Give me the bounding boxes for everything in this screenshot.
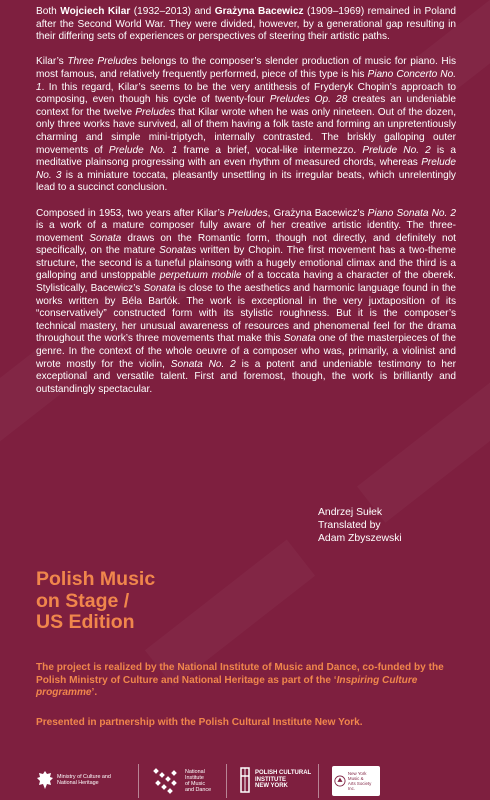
- sponsor-logos: [0, 762, 490, 800]
- event-title: [36, 569, 155, 634]
- nimit-logo-text: Institute: [185, 774, 204, 781]
- society-logo-text: Arts Society Inc.: [347, 781, 372, 791]
- paragraph-1: Both Wojciech Kilar (1932–2013) and Grażyna Bacewicz (1909–1969) remained in Poland after the Second World War. They were divided, however, by a generational gap resulting in their differing sets of experiences or perspectives of steering their artistic paths.: [36, 6, 456, 43]
- ministry-logo-text: National Heritage: [57, 780, 99, 786]
- logo-divider: [226, 764, 227, 798]
- partner-statement: Presented in partnership with the Polish Cultural Institute New York.: [36, 717, 363, 728]
- pci-logo-text: INSTITUTE: [255, 776, 286, 783]
- society-logo-text: New York Music &: [347, 771, 367, 781]
- event-title-line: Polish Music: [36, 568, 156, 590]
- translator-name: Adam Zbyszewski: [318, 533, 402, 544]
- signature-block: [318, 506, 402, 545]
- nimit-logo-text: of Music: [185, 781, 206, 787]
- pci-logo-text: NEW YORK: [255, 783, 288, 790]
- event-title-line: US Edition: [36, 611, 135, 633]
- society-badge: [332, 766, 380, 796]
- nimit-logo-text: National: [185, 768, 205, 775]
- logo-divider: [318, 764, 319, 798]
- ministry-logo-text: Ministry of Culture and: [57, 773, 111, 780]
- polish-cultural-institute-logo: [238, 766, 311, 794]
- essay-body: [36, 6, 456, 409]
- paragraph-2: Kilar’s Three Preludes belongs to the composer’s slender production of music for piano. His most famous, and relatively frequently performed, piece of this type is his Piano Concerto No. 1. In this regard, Kilar’s seems to be the very antithesis of Fryderyk Chopin’s approach to composing, even though his cycle of twenty-four Preludes Op. 28 creates an undeniable context for the twelve Preludes that Kilar wrote when he was only nineteen. Out of the dozen, only three works have survived, all of them having a folk taste and forming an unpretentiously charming and simple mini-triptych, internally contrasted. The briskly galloping outer movements of Prelude No. 1 frame a brief, vocal-like intermezzo. Prelude No. 2 is a meditative plainsong progressing with an even rhythm of measured chords, whereas Prelude No. 3 is a miniature toccata, pleasantly unsettling in its irregular beats, which unrelentingly lead to a succinct conclusion.: [36, 56, 457, 194]
- paragraph-3: Composed in 1953, two years after Kilar’s Preludes, Grażyna Bacewicz’s Piano Sonata No. 2 is a work of a mature composer fully aware of her creative artistic identity. The three-movement Sonata draws on the Romantic form, though not directly, and definitely not specifically, on the mature Sonatas written by Chopin. The first movement has a two-theme structure, the second is a tuneful plainsong with a hugely emotional climax and the third is a galloping and unstoppable perpetuum mobile of a toccata having a character of the oberek. Stylistically, Bacewicz’s Sonata is close to the aesthetics and harmonic language found in the works written by Béla Bartók. The work is exceptional in the very juxtaposition of its “conservatively” constructed form with its stylistic roughness. But it is the composer’s technical mastery, her unusual awareness of resources and phenomenal feel for the drama throughout the work’s three movements that make this Sonata one of the masterpieces of the genre. In the context of the whole oeuvre of a composer who was, primarily, a violinist and wrote mostly for the violin, Sonata No. 2 is a potent and undeniable testimony to her exceptional and versatile talent. First and foremost, though, the work is brilliantly and outstandingly spectacular.: [36, 207, 457, 395]
- nimit-mark-icon: [152, 767, 182, 795]
- eagle-icon: [36, 770, 54, 790]
- pci-mark-icon: [238, 766, 252, 794]
- music-arts-society-logo: [332, 766, 380, 796]
- ministry-logo: [36, 770, 111, 790]
- author-name: Andrzej Sułek: [318, 507, 383, 518]
- translated-by-label: Translated by: [318, 520, 381, 531]
- logo-divider: [138, 764, 139, 798]
- society-emblem-icon: [334, 774, 346, 788]
- event-title-line: on Stage /: [36, 589, 130, 612]
- nimit-logo: [152, 767, 211, 795]
- nimit-logo-text: and Dance: [185, 787, 212, 794]
- pci-logo-text: POLISH CULTURAL: [255, 770, 312, 777]
- project-statement: The project is realized by the National Institute of Music and Dance, co-funded by the Polish Ministry of Culture and National Heritage as part of the ‘Inspiring Culture programme’.: [36, 662, 444, 699]
